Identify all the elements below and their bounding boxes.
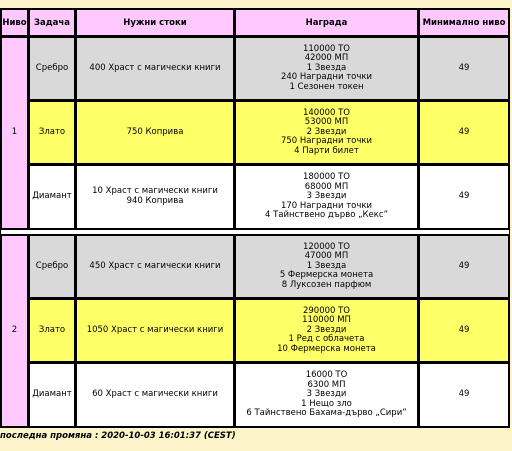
- reward-line: 2 Звезди: [306, 324, 347, 335]
- min-level-cell: 49: [419, 299, 509, 362]
- goods-line: 750 Коприва: [126, 126, 184, 137]
- goods-line: 450 Храст с магически книги: [89, 260, 221, 271]
- goods-line: 10 Храст с магически книги: [92, 186, 218, 197]
- goods-line: 940 Коприва: [126, 196, 184, 206]
- reward-line: 140000 ТО: [302, 107, 351, 118]
- reward-line: 42000 МП: [304, 53, 349, 64]
- reward-line: 68000 МП: [304, 181, 349, 192]
- goods-cell: [76, 299, 234, 362]
- last-modified-footer: последна промяна : 2020-10-03 16:01:37 (CEST): [0, 431, 236, 441]
- table-row: [1, 299, 509, 362]
- level-cell: 1: [1, 37, 28, 229]
- reward-line: 16000 ТО: [305, 370, 348, 381]
- reward-line: 290000 ТО: [302, 305, 351, 316]
- reward-line: 1 Звезда: [306, 260, 347, 271]
- reward-line: 170 Наградни точки: [280, 200, 373, 211]
- reward-line: 1 Нещо зло: [301, 398, 352, 409]
- reward-line: 3 Звезди: [306, 389, 347, 400]
- goods-cell: [76, 37, 234, 100]
- table-row: [1, 165, 509, 229]
- min-level-cell: 49: [419, 235, 509, 298]
- task-cell: Сребро: [29, 235, 75, 298]
- separator-cell: [1, 230, 509, 234]
- header-level: Ниво: [1, 9, 28, 36]
- goods-cell: [76, 165, 234, 229]
- task-cell: Диамант: [29, 363, 75, 427]
- reward-cell: [235, 363, 418, 427]
- reward-line: 10 Фермерска монета: [277, 343, 376, 354]
- reward-line: 8 Луксозен парфюм: [281, 279, 372, 290]
- reward-line: 180000 ТО: [302, 172, 351, 183]
- reward-line: 4 Тайнствено дърво „Кекс”: [265, 210, 388, 221]
- header-min-level: Минимално ниво: [419, 9, 509, 36]
- goods-line: 1050 Храст с магически книги: [86, 324, 224, 335]
- reward-line: 110000 ТО: [302, 43, 351, 54]
- level-cell: 2: [1, 235, 28, 427]
- table-row: [1, 37, 509, 100]
- reward-line: 750 Наградни точки: [280, 136, 373, 147]
- task-cell: Злато: [29, 101, 75, 164]
- table-row: [1, 235, 509, 298]
- reward-cell: [235, 299, 418, 362]
- table-row: [1, 363, 509, 427]
- min-level-cell: 49: [419, 37, 509, 100]
- goods-line: 400 Храст с магически книги: [89, 62, 221, 73]
- reward-line: 2 Звезди: [306, 126, 347, 137]
- header-row: [1, 9, 509, 36]
- min-level-cell: 49: [419, 363, 509, 427]
- reward-cell: [235, 165, 418, 229]
- header-goods: Нужни стоки: [76, 9, 234, 36]
- task-cell: Сребро: [29, 37, 75, 100]
- header-reward: Награда: [235, 9, 418, 36]
- quest-table: [0, 8, 510, 428]
- reward-cell: [235, 101, 418, 164]
- min-level-cell: 49: [419, 101, 509, 164]
- task-cell: Злато: [29, 299, 75, 362]
- reward-line: 6 Тайнствено Бахама-дърво „Сири”: [246, 408, 407, 419]
- header-task: Задача: [29, 9, 75, 36]
- reward-line: 6300 МП: [307, 379, 346, 390]
- table-row: [1, 101, 509, 164]
- reward-line: 110000 МП: [302, 315, 351, 326]
- reward-line: 47000 МП: [304, 251, 349, 262]
- reward-line: 3 Звезди: [306, 191, 347, 202]
- goods-cell: [76, 235, 234, 298]
- reward-line: 5 Фермерска монета: [279, 270, 374, 281]
- reward-line: 53000 МП: [304, 117, 349, 128]
- reward-line: 4 Парти билет: [294, 145, 359, 156]
- goods-cell: [76, 363, 234, 427]
- min-level-cell: 49: [419, 165, 509, 229]
- group-separator: [1, 230, 509, 234]
- reward-line: 1 Звезда: [306, 62, 347, 73]
- reward-line: 240 Наградни точки: [280, 72, 373, 83]
- table-body: [1, 37, 509, 427]
- reward-line: 120000 ТО: [302, 241, 351, 252]
- reward-cell: [235, 235, 418, 298]
- reward-line: 1 Ред с облачета: [288, 334, 365, 345]
- reward-line: 1 Сезонен токен: [289, 81, 364, 92]
- goods-line: 60 Храст с магически книги: [92, 389, 218, 400]
- reward-cell: [235, 37, 418, 100]
- goods-cell: [76, 101, 234, 164]
- task-cell: Диамант: [29, 165, 75, 229]
